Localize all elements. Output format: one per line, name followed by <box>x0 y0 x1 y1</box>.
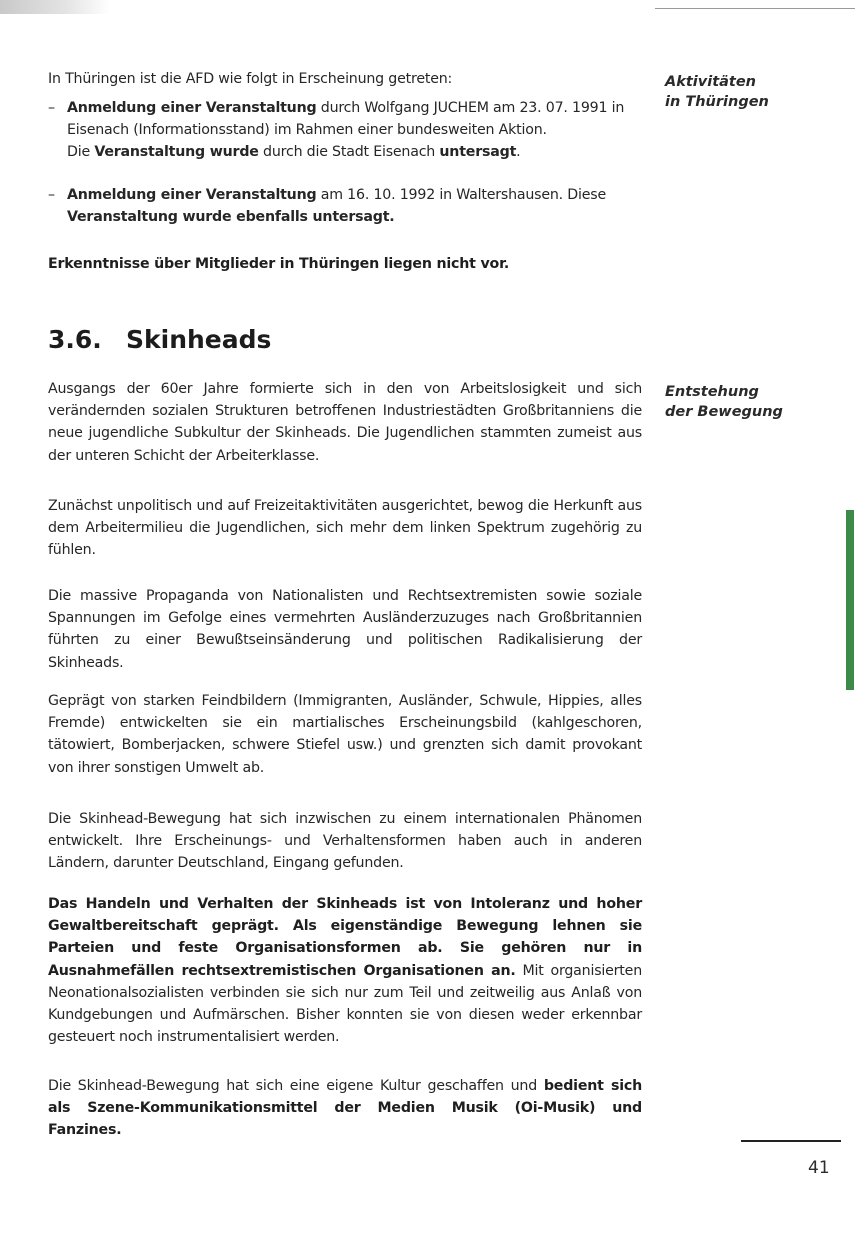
scan-artifact <box>0 0 110 14</box>
intro-text: In Thüringen ist die AFD wie folgt in Erscheinung getreten: <box>48 71 453 87</box>
list-item <box>48 97 642 164</box>
margin-note-line: in Thüringen <box>665 94 769 110</box>
bold-phrase: Veranstaltung wurde ebenfalls untersagt. <box>67 209 395 226</box>
paragraph-text: Zunächst unpolitisch und auf Freizeitaktivitäten ausgerichtet, bewog die Herkunft aus dem Arbeitermilieu die Jugendlichen, sich mehr dem linken Spektrum zugehörig zu fühlen. <box>48 498 642 559</box>
paragraph-text: Geprägt von starken Feindbildern (Immigranten, Ausländer, Schwule, Hippies, alles Fremde) entwickelten sie ein martialisches Erscheinungsbild (kahlgeschoren, tätowiert, Bomberjacken, schwere Stiefel usw.) und grenzten sich damit provokant von ihrer sonstigen Umwelt ab. <box>48 693 642 776</box>
margin-note-entstehung <box>665 382 835 422</box>
section-title: Skinheads <box>126 325 272 354</box>
page-number: 41 <box>808 1158 830 1178</box>
bold-phrase: Anmeldung einer Veranstaltung <box>67 100 317 116</box>
margin-note-line: der Bewegung <box>665 404 783 420</box>
paragraph-text: Die massive Propaganda von Nationalisten und Rechtsextremisten sowie soziale Spannungen im Gefolge eines vermehrten Ausländerzuzuges nach Großbritannien führten zu einer Bewußtseinsänderung und politischen Radikalisierung der Skinheads. <box>48 588 642 671</box>
list-item-text <box>67 97 642 164</box>
paragraph-2 <box>48 495 642 562</box>
list-item-text <box>67 184 642 228</box>
text-run: durch Wolfgang JUCHEM am 23. 07. 1991 in Eisenach (Informationsstand) im Rahmen einer bundesweiten Aktion. <box>67 100 625 139</box>
text-run: Die <box>67 144 95 161</box>
text-run: . <box>516 144 521 161</box>
margin-note-aktivitaeten <box>665 72 835 112</box>
footer-rule <box>741 1140 841 1142</box>
bold-phrase: Veranstaltung wurde <box>94 144 259 161</box>
paragraph-text: Die Skinhead-Bewegung hat sich inzwischen zu einem internationalen Phänomen entwickelt. Ihre Erscheinungs- und Verhaltensformen haben auch in anderen Ländern, darunter Deutschland, Eingang gefunden. <box>48 811 642 872</box>
paragraph-1 <box>48 378 642 467</box>
text-run: Die Skinhead-Bewegung hat sich eine eigene Kultur geschaffen und <box>48 1078 544 1094</box>
bold-phrase: untersagt <box>439 144 517 161</box>
paragraph-6 <box>48 893 642 1048</box>
text-run: durch die Stadt Eisenach <box>258 144 440 161</box>
bold-phrase: Das Handeln und Verhalten der Skinheads ist von Intoleranz und hoher Gewaltbereitschaft geprägt. Als eigenständige Bewegung lehnen sie Parteien und feste Organisationsformen ab. Sie gehören nur in Ausnahmefällen rechtsextremistischen Organisationen an. <box>48 896 642 979</box>
dash-bullet: – <box>48 187 56 203</box>
section-number: 3.6. <box>48 325 102 354</box>
thueringen-intro <box>48 68 642 90</box>
bold-phrase: bedient sich als Szene-Kommunikationsmittel der Medien Musik (Oi-Musik) und Fanzines. <box>48 1078 642 1139</box>
section-heading <box>48 322 271 358</box>
conclusion-text: Erkenntnisse über Mitglieder in Thüringen liegen nicht vor. <box>48 256 510 272</box>
text-run: Mit organisierten Neonationalsozialisten verbinden sie sich nur zum Teil und zeitweilig aus Anlaß von Kundgebungen und Aufmärschen. Bisher konnten sie von diesen weder erkennbar gesteuert noch instrumentalisiert werden. <box>48 962 642 1046</box>
margin-note-line: Aktivitäten <box>665 74 756 90</box>
paragraph-7 <box>48 1075 642 1142</box>
section-marker-bar <box>846 510 854 690</box>
text-run: am 16. 10. 1992 in Waltershausen. Diese <box>316 187 606 203</box>
bold-phrase: Anmeldung einer Veranstaltung <box>67 187 317 203</box>
paragraph-5 <box>48 808 642 875</box>
thueringen-conclusion <box>48 253 642 275</box>
list-item <box>48 184 642 228</box>
paragraph-3 <box>48 585 642 674</box>
margin-note-line: Entstehung <box>665 384 759 400</box>
paragraph-4 <box>48 690 642 779</box>
header-rule <box>655 8 855 9</box>
paragraph-text: Ausgangs der 60er Jahre formierte sich in den von Arbeitslosigkeit und sich verändernden sozialen Strukturen betroffenen Industriestädten Großbritanniens die neue jugendliche Subkultur der Skinheads. Die Jugendlichen stammten zumeist aus der unteren Schicht der Arbeiterklasse. <box>48 381 642 464</box>
dash-bullet: – <box>48 100 56 116</box>
